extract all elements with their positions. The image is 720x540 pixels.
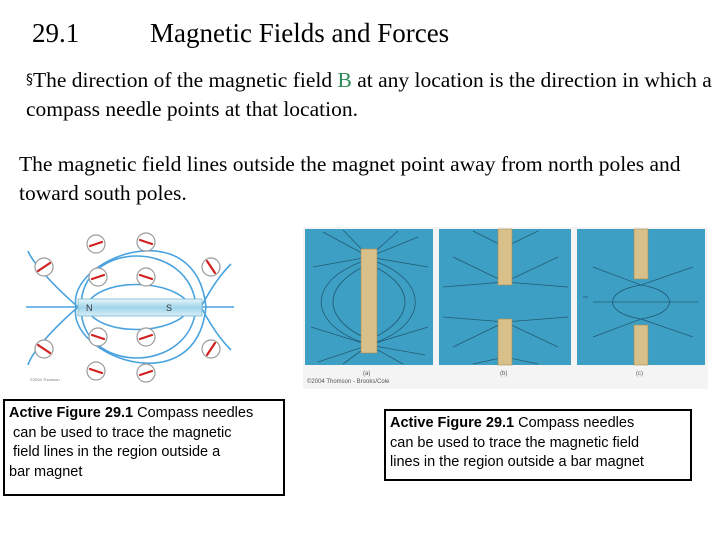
panel-label-a: (a) <box>363 371 371 377</box>
copyright-label: ©2004 Thomson - Brooks/Cole <box>307 379 390 385</box>
panel-label-b: (b) <box>500 371 508 377</box>
south-pole-label: S <box>166 303 173 313</box>
caption-right-line: lines in the region outside a bar magnet <box>390 454 644 470</box>
caption-right-line: can be used to trace the magnetic field <box>390 434 640 451</box>
slide-title: Magnetic Fields and Forces <box>150 18 450 48</box>
caption-right-bold: Active Figure 29.1 <box>390 415 515 431</box>
caption-right-line: Compass needles <box>514 415 635 431</box>
caption-left <box>3 399 285 496</box>
compass-field-diagram <box>26 229 234 387</box>
bullet-text-start: The direction of the magnetic field <box>33 68 338 92</box>
field-symbol: B <box>337 68 352 92</box>
bar-magnet <box>78 299 202 316</box>
caption-left-line: bar magnet <box>9 463 83 480</box>
iron-filings-photo <box>303 227 708 389</box>
north-pole-label: N <box>86 303 93 313</box>
panel-b <box>439 229 571 365</box>
caption-left-line: can be used to trace the magnetic <box>9 424 232 441</box>
caption-left-bold: Active Figure 29.1 <box>9 405 134 421</box>
svg-text:©2004 Thomson: ©2004 Thomson <box>30 377 60 382</box>
bullet-paragraph <box>26 66 716 124</box>
caption-right <box>384 409 692 481</box>
field-lines-paragraph: The magnetic field lines outside the magnet point away from north poles and toward south poles. <box>19 152 681 205</box>
caption-left-line: Compass needles <box>133 405 254 421</box>
panel-a <box>305 229 433 365</box>
panel-label-c: (c) <box>636 371 643 377</box>
panel-c <box>577 229 705 365</box>
bullet-text-end: at any location is the direction in which a compass needle points at that location. <box>26 68 712 121</box>
caption-left-line: field lines in the region outside a <box>9 444 221 460</box>
bullet-icon: § <box>26 72 33 88</box>
section-number: 29.1 <box>32 18 80 48</box>
